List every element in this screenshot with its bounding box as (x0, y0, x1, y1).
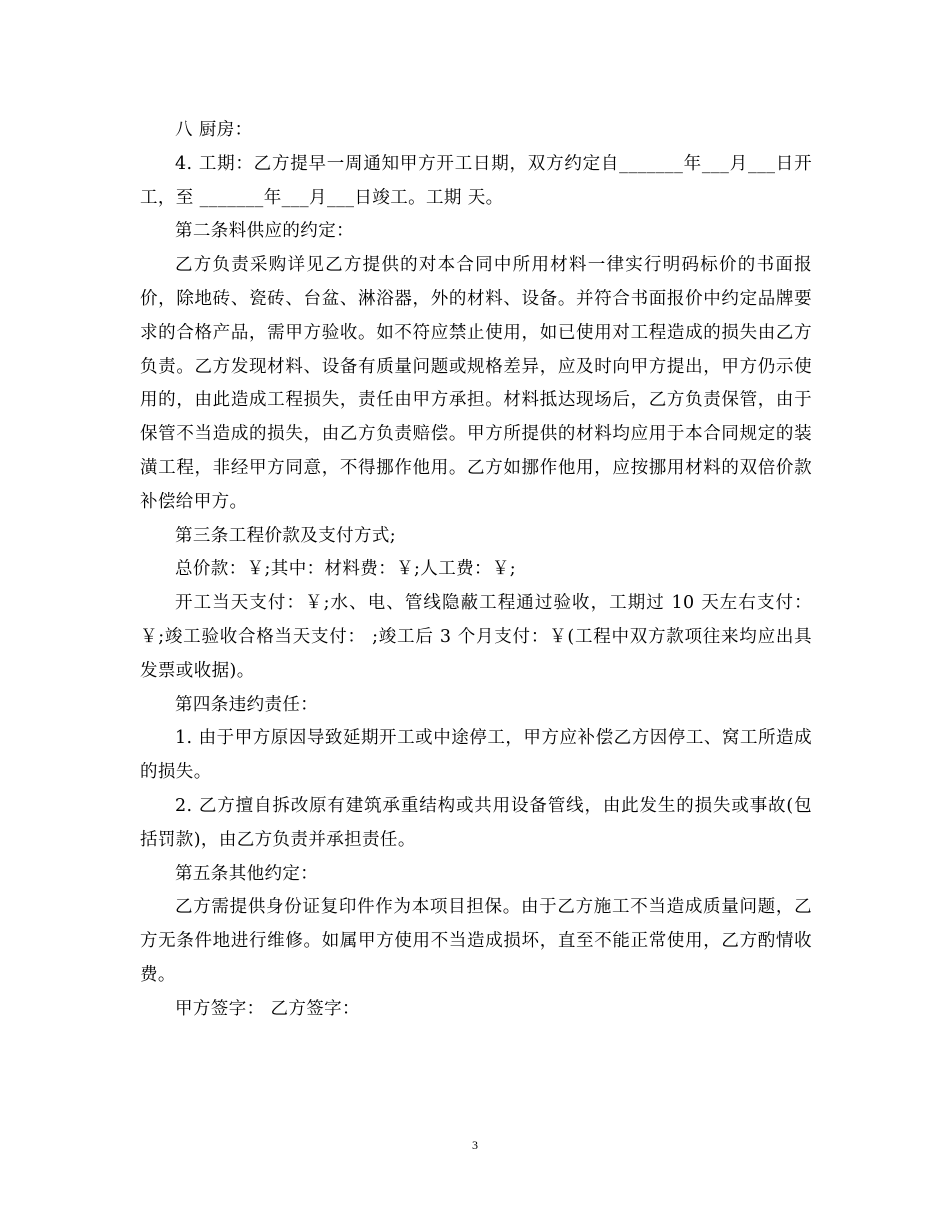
article-5-heading: 第五条其他约定： (175, 863, 319, 884)
breach-clause-1: 1. 由于甲方原因导致延期开工或中途停工，甲方应补偿乙方因停工、窝工所造成的损失。 (140, 728, 812, 783)
section-kitchen: 八 厨房： (175, 120, 253, 140)
article-5-body: 乙方需提供身份证复印件作为本项目担保。由于乙方施工不当造成质量问题，乙方无条件地进行维修。如属甲方使用不当造成损坏，直至不能正常使用，乙方酌情收费。 (140, 897, 812, 985)
article-3-heading: 第三条工程价款及支付方式; (175, 525, 397, 546)
breach-clause-2: 2. 乙方擅自拆改原有建筑承重结构或共用设备管线，由此发生的损失或事故(包括罚款)，由乙方负责并承担责任。 (140, 795, 812, 850)
article-2-body: 乙方负责采购详见乙方提供的对本合同中所用材料一律实行明码标价的书面报价，除地砖、瓷砖、台盆、淋浴器，外的材料、设备。并符合书面报价中约定品牌要求的合格产品，需甲方验收。如不符应禁止使用，如已使用对工程造成的损失由乙方负责。乙方发现材料、设备有质量问题或规格差异，应及时向甲方提出，甲方仍示使用的，由此造成工程损失，责任由甲方承担。材料抵达现场后，乙方负责保管，由于保管不当造成的损失，由乙方负责赔偿。甲方所提供的材料均应用于本合同规定的装潢工程，非经甲方同意，不得挪作他用。乙方如挪作他用，应按挪用材料的双倍价款补偿给甲方。 (140, 255, 812, 512)
payment-schedule: 开工当天支付：￥;水、电、管线隐蔽工程通过验收，工期过 10 天左右支付：￥;竣工验收合格当天支付： ;竣工后 3 个月支付：￥(工程中双方款项往来均应出具发票或收据)。 (140, 593, 812, 681)
article-2-heading: 第二条料供应的约定： (175, 221, 354, 242)
article-4-heading: 第四条违约责任： (175, 694, 319, 715)
total-price-line: 总价款：￥;其中：材料费：￥;人工费：￥; (175, 559, 517, 580)
document-body (140, 114, 812, 1027)
clause-construction-period: 4. 工期：乙方提早一周通知甲方开工日期，双方约定自_______年___月___日开工，至 _______年___月___日竣工。工期 天。 (140, 153, 812, 208)
signature-line: 甲方签字： 乙方签字： (175, 998, 360, 1019)
page-number: 3 (472, 1138, 478, 1152)
